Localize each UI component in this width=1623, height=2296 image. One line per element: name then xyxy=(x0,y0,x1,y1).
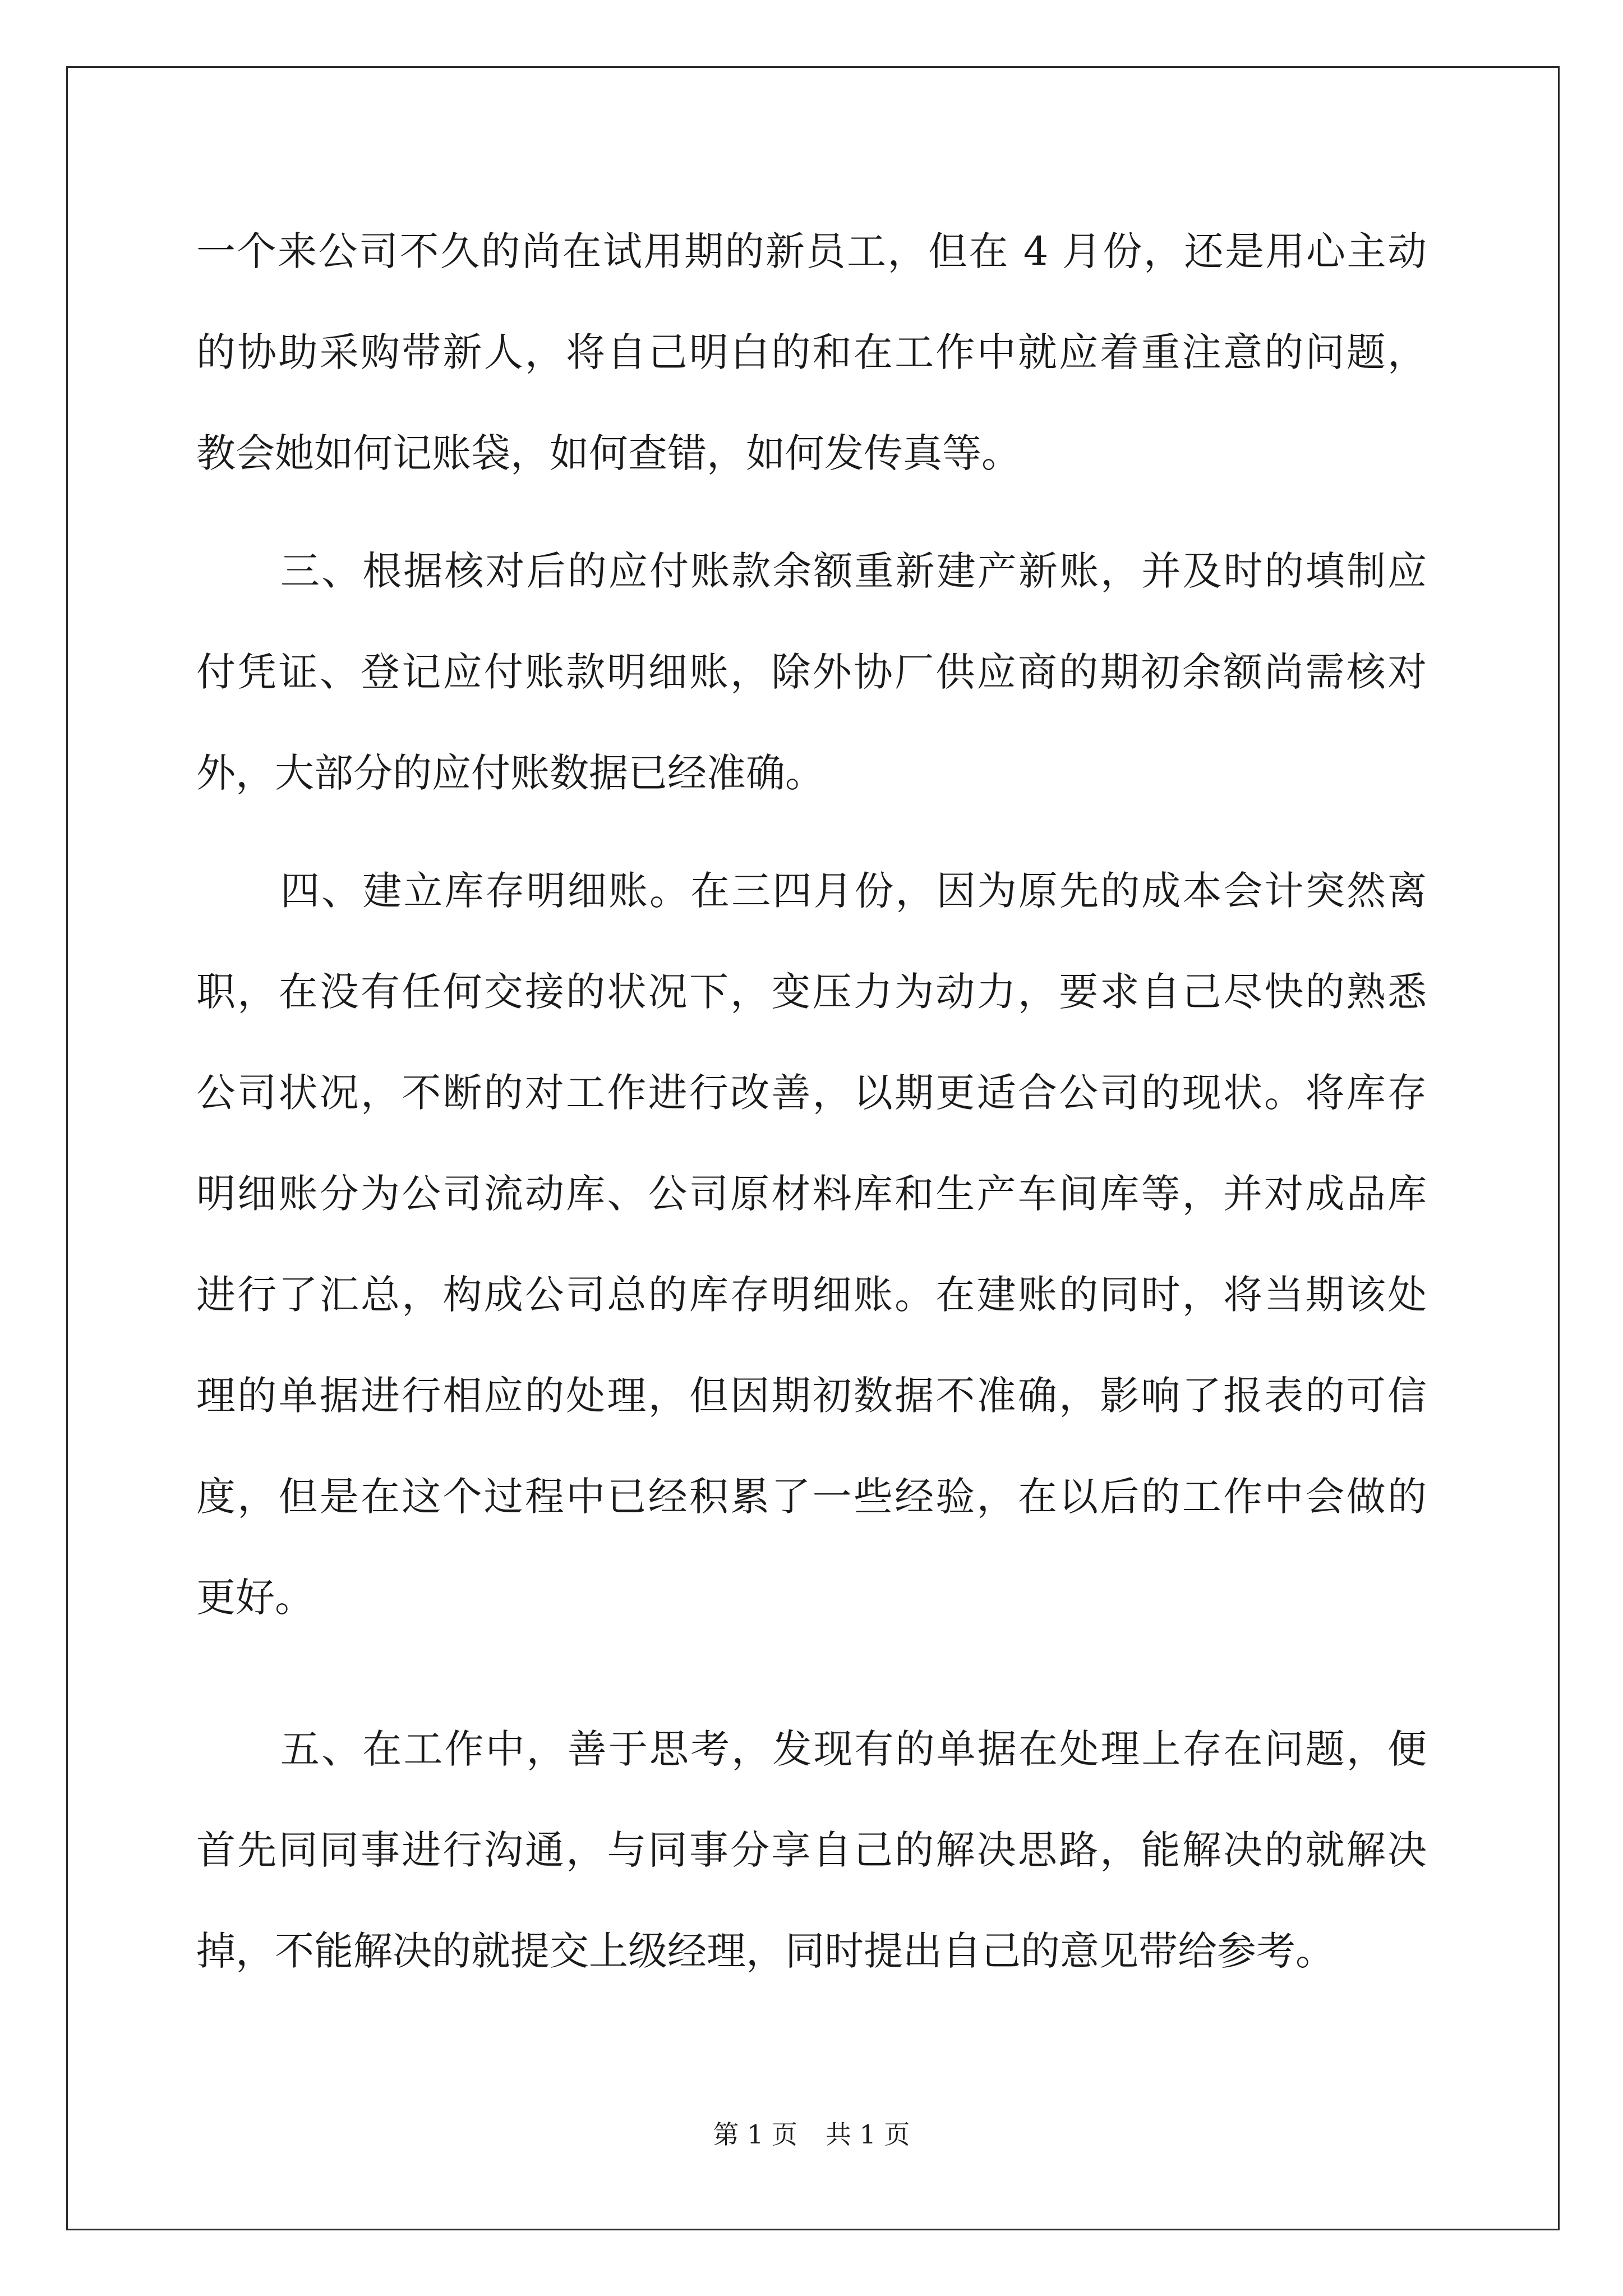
text-line: 四、建立库存明细账。在三四月份，因为原先的成本会计突然离 xyxy=(280,868,1427,914)
text-line: 理的单据进行相应的处理，但因期初数据不准确，影响了报表的可信 xyxy=(196,1373,1427,1419)
text-line: 一个来公司不久的尚在试用期的新员工，但在 4 月份，还是用心主动 xyxy=(196,228,1427,274)
text-line: 首先同同事进行沟通，与同事分享自己的解决思路，能解决的就解决 xyxy=(196,1827,1427,1873)
text-line: 付凭证、登记应付账款明细账，除外协厂供应商的期初余额尚需核对 xyxy=(196,649,1427,695)
text-line: 教会她如何记账袋，如何查错，如何发传真等。 xyxy=(196,430,1021,476)
page-number: 第 1 页 xyxy=(713,2119,797,2150)
text-line: 掉，不能解决的就提交上级经理，同时提出自己的意见带给参考。 xyxy=(196,1928,1335,1974)
text-line: 进行了汇总，构成公司总的库存明细账。在建账的同时，将当期该处 xyxy=(196,1272,1427,1318)
text-line: 度，但是在这个过程中已经积累了一些经验，在以后的工作中会做的 xyxy=(196,1474,1427,1520)
text-line: 更好。 xyxy=(196,1575,314,1621)
text-line: 外，大部分的应付账数据已经准确。 xyxy=(196,750,824,796)
text-line: 明细账分为公司流动库、公司原材料库和生产车间库等，并对成品库 xyxy=(196,1171,1427,1217)
page-total: 共 1 页 xyxy=(826,2119,910,2150)
text-line: 的协助采购带新人，将自己明白的和在工作中就应着重注意的问题， xyxy=(196,329,1427,375)
text-line: 公司状况，不断的对工作进行改善，以期更适合公司的现状。将库存 xyxy=(196,1070,1427,1116)
text-line: 五、在工作中，善于思考，发现有的单据在处理上存在问题，便 xyxy=(280,1726,1427,1772)
text-line: 三、根据核对后的应付账款余额重新建产新账，并及时的填制应 xyxy=(280,548,1427,594)
page-footer xyxy=(0,2118,1623,2151)
text-line: 职，在没有任何交接的状况下，变压力为动力，要求自己尽快的熟悉 xyxy=(196,969,1427,1015)
